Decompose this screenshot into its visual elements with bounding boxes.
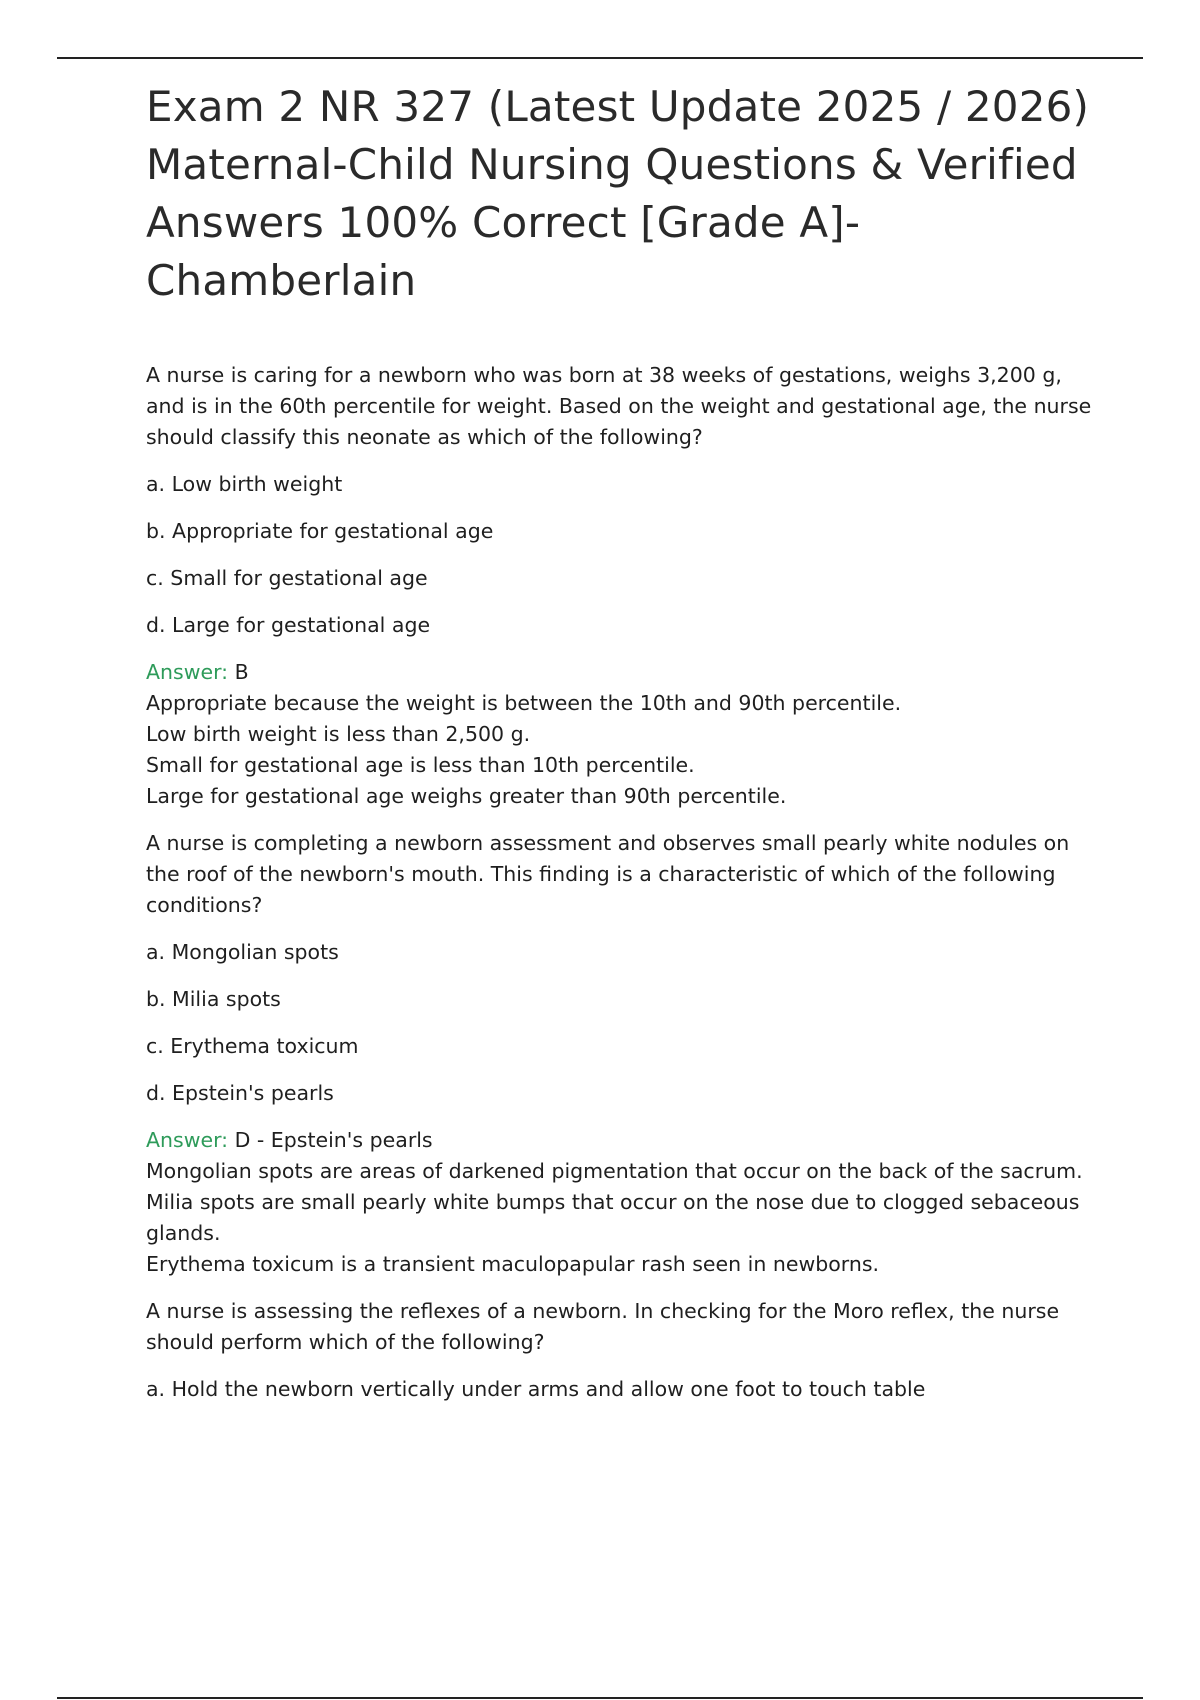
question-text: A nurse is assessing the reflexes of a newborn. In checking for the Moro reflex, the nurse should perform which of the following? <box>146 1299 1060 1354</box>
answer-block <box>146 1125 1106 1280</box>
option-a: a. Low birth weight <box>146 472 343 496</box>
question-2 <box>146 828 1106 1280</box>
answer-label: Answer: <box>146 1128 229 1152</box>
option-d: d. Epstein's pearls <box>146 1081 334 1105</box>
bottom-divider <box>57 1697 1143 1699</box>
question-text: A nurse is caring for a newborn who was born at 38 weeks of gestations, weighs 3,200 g, and is in the 60th percentile for weight. Based on the weight and gestational age, the nurse should classify this neonate as which of the following? <box>146 363 1092 449</box>
answer-label: Answer: <box>146 660 229 684</box>
answer-value: D - Epstein's pearls <box>234 1128 433 1152</box>
question-1 <box>146 360 1106 812</box>
question-list <box>146 360 1106 1405</box>
option-a: a. Mongolian spots <box>146 940 339 964</box>
answer-block <box>146 657 1106 812</box>
question-text: A nurse is completing a newborn assessment and observes small pearly white nodules on the roof of the newborn's mouth. This finding is a characteristic of which of the following conditions? <box>146 831 1070 917</box>
explanation-line: Mongolian spots are areas of darkened pigmentation that occur on the back of the sacrum. <box>146 1159 1083 1183</box>
top-divider <box>57 57 1143 59</box>
option-d: d. Large for gestational age <box>146 613 431 637</box>
answer-line <box>146 1125 1106 1156</box>
explanation-line: Large for gestational age weighs greater than 90th percentile. <box>146 784 787 808</box>
page-content <box>146 78 1106 1421</box>
explanation-line: Low birth weight is less than 2,500 g. <box>146 722 531 746</box>
option-b: b. Appropriate for gestational age <box>146 519 494 543</box>
option-b: b. Milia spots <box>146 987 281 1011</box>
answer-value: B <box>234 660 249 684</box>
answer-line <box>146 657 1106 688</box>
option-c: c. Erythema toxicum <box>146 1034 359 1058</box>
explanation-line: Milia spots are small pearly white bumps that occur on the nose due to clogged sebaceous glands. <box>146 1190 1080 1245</box>
explanation-line: Appropriate because the weight is between the 10th and 90th percentile. <box>146 691 902 715</box>
option-a: a. Hold the newborn vertically under arms and allow one foot to touch table <box>146 1377 926 1401</box>
explanation-line: Small for gestational age is less than 10th percentile. <box>146 753 695 777</box>
document-title: Exam 2 NR 327 (Latest Update 2025 / 2026) Maternal-Child Nursing Questions & Verified Answers 100% Correct [Grade A]- Chamberlain <box>146 82 1090 305</box>
option-c: c. Small for gestational age <box>146 566 428 590</box>
explanation-line: Erythema toxicum is a transient maculopapular rash seen in newborns. <box>146 1252 880 1276</box>
question-3 <box>146 1296 1106 1405</box>
